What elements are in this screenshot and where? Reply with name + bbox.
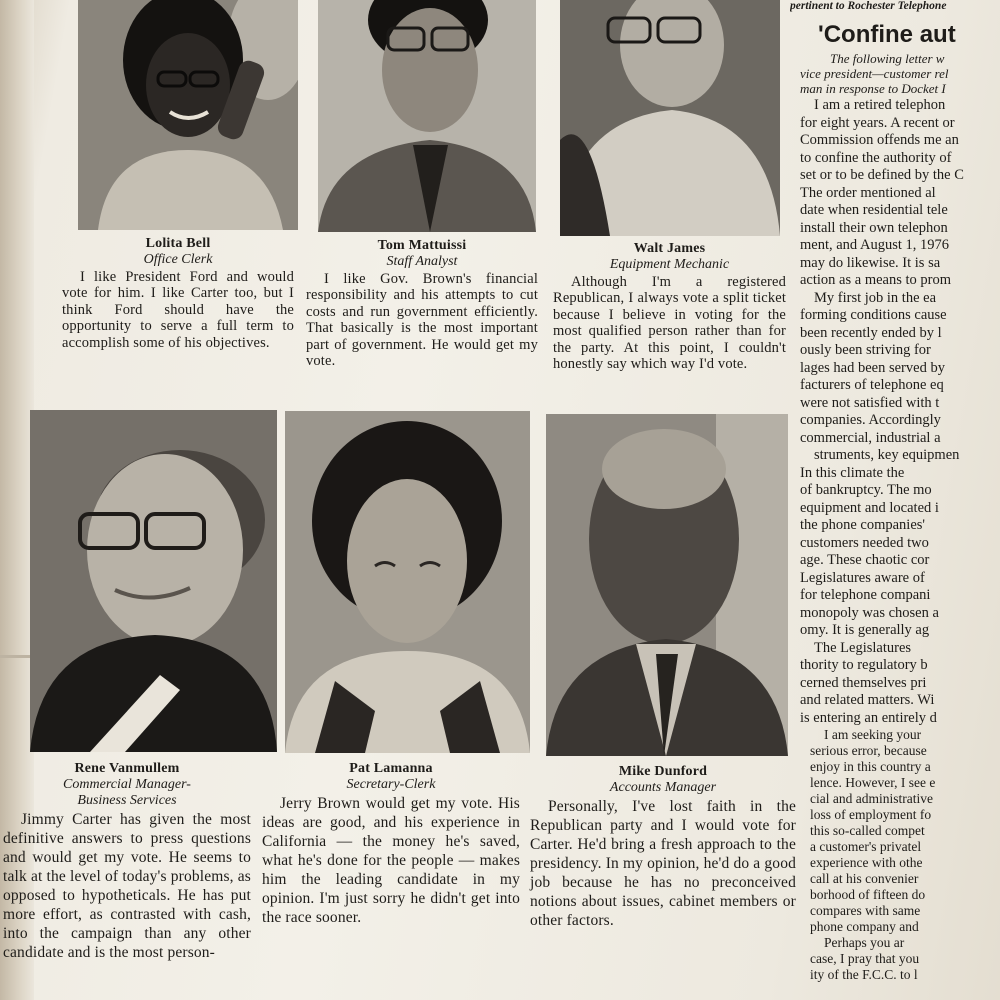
person-quote: I like President Ford and would vote for him. I like Carter too, but I think Ford should have the opportunity to serve a full term to accomplish some of his objectives. <box>62 269 294 351</box>
article-line: omy. It is generally ag <box>800 622 930 638</box>
person-title: Staff Analyst <box>386 254 458 269</box>
photo-pat-lamanna <box>285 411 530 753</box>
article-line: ment, and August 1, 1976 <box>800 237 950 253</box>
person-name: Lolita Bell <box>145 236 211 251</box>
article-line: a customer's privatel <box>810 839 922 854</box>
profile-caption <box>306 238 538 369</box>
article-line: Perhaps you ar <box>824 935 905 950</box>
article-intro <box>800 51 1000 96</box>
article-line: commercial, industrial a <box>800 429 941 446</box>
article-line: lages had been served by <box>800 359 945 376</box>
article-line: cial and administrative <box>810 791 933 806</box>
person-name: Mike Dunford <box>618 764 708 779</box>
article-line: set or to be defined by the C <box>800 167 964 183</box>
article-line: of bankruptcy. The mo <box>800 482 932 498</box>
person-name: Tom Mattuissi <box>377 238 467 253</box>
article-line: forming conditions cause <box>800 307 947 323</box>
article-line: cerned themselves pri <box>800 674 927 691</box>
article-line: I am seeking your <box>824 727 922 742</box>
article-line: were not satisfied with t <box>800 394 940 411</box>
article-line: customers needed two <box>800 534 929 551</box>
article-line: to confine the authority of <box>800 149 952 166</box>
person-quote: Jimmy Carter has given the most definitive answers to press questions and would get my vote. He seems to talk at the level of today's problems, as opposed to hypotheticals. He has put more effort, as contrasted with cash, into the campaign than any other candidate and is the most person- <box>3 811 251 961</box>
article-line: My first job in the ea <box>814 289 937 306</box>
letter-article-column <box>790 0 1000 1000</box>
article-line: phone company and <box>810 919 919 934</box>
intro-line: vice president—customer rel <box>800 66 949 81</box>
person-title: Equipment Mechanic <box>609 257 730 272</box>
article-line: companies. Accordingly <box>800 412 941 428</box>
article-line: case, I pray that you <box>810 951 920 966</box>
person-title: Commercial Manager- <box>63 777 191 792</box>
article-line: action as a means to prom <box>800 272 951 288</box>
article-line: compares with same <box>810 903 921 918</box>
article-line: Legislatures aware of <box>800 569 925 586</box>
profile-caption <box>553 241 786 372</box>
article-line: thority to regulatory b <box>800 657 928 673</box>
article-line: for eight years. A recent or <box>800 114 955 131</box>
article-line: struments, key equipmen <box>814 447 960 463</box>
photo-lolita-bell <box>78 0 298 230</box>
article-line: date when residential tele <box>800 202 948 218</box>
article-line: loss of employment fo <box>810 807 932 822</box>
profile-caption <box>262 761 520 927</box>
profile-caption <box>62 236 294 351</box>
person-title: Secretary-Clerk <box>346 777 436 792</box>
article-line: The Legislatures <box>814 639 912 656</box>
article-line: facturers of telephone eq <box>800 377 944 393</box>
photo-walt-james <box>560 0 780 236</box>
photo-tom-mattuissi <box>318 0 536 232</box>
profile-caption <box>530 764 796 930</box>
person-name: Rene Vanmullem <box>74 761 180 776</box>
person-title: Accounts Manager <box>609 780 717 795</box>
article-line: enjoy in this country a <box>810 759 931 774</box>
article-line: I am a retired telephon <box>814 97 946 113</box>
person-title: Office Clerk <box>143 252 213 267</box>
photo-mike-dunford <box>546 414 788 756</box>
article-line: the phone companies' <box>800 517 926 533</box>
person-title-line2: Business Services <box>77 793 177 808</box>
article-headline: 'Confine aut <box>818 21 956 48</box>
article-line: ity of the F.C.C. to l <box>810 967 918 982</box>
profile-caption <box>3 761 251 962</box>
article-line: ously been striving for <box>800 342 931 358</box>
article-line: for telephone compani <box>800 587 931 603</box>
person-quote: I like Gov. Brown's financial responsibility and his attempts to cut costs and run government efficiently. That basically is the most important part of government. He would get my vote. <box>306 271 538 370</box>
article-line: install their own telephon <box>800 219 948 236</box>
article-line: The order mentioned al <box>800 184 936 201</box>
column-top-line: pertinent to Rochester Telephone <box>790 0 947 12</box>
article-line: monopoly was chosen a <box>800 604 939 621</box>
person-quote: Personally, I've lost faith in the Republican party and I would vote for Carter. He'd bring a fresh approach to the presidency. In my opinion, he'd do a good job because he has no preconceived notions about issues, cabinet members or other factors. <box>530 798 796 929</box>
article-line: call at his convenier <box>810 871 919 886</box>
article-line: and related matters. Wi <box>800 692 935 708</box>
person-name: Pat Lamanna <box>349 761 433 776</box>
article-line: this so-called compet <box>810 823 925 838</box>
article-line: experience with othe <box>810 855 923 870</box>
person-quote: Jerry Brown would get my vote. His ideas are good, and his experience in California — the money he's saved, what he's done for the people — makes him the leading candidate in my opinion. I'm just sorry he didn't get into the race sooner. <box>262 795 520 926</box>
photo-rene-vanmullem <box>30 410 277 752</box>
article-body <box>800 97 1000 727</box>
article-line: may do likewise. It is sa <box>800 254 941 271</box>
article-line: age. These chaotic cor <box>800 552 930 568</box>
article-line: borhood of fifteen do <box>810 887 926 902</box>
intro-line: The following letter w <box>830 51 945 66</box>
article-line: Commission offends me an <box>800 132 959 148</box>
article-line: is entering an entirely d <box>800 709 937 726</box>
article-line: equipment and located i <box>800 499 939 516</box>
article-line: In this climate the <box>800 464 905 481</box>
intro-line: man in response to Docket I <box>800 81 946 96</box>
article-body-continued <box>810 727 1000 983</box>
article-line: been recently ended by l <box>800 324 942 341</box>
person-name: Walt James <box>633 241 706 256</box>
person-quote: Although I'm a registered Republican, I always vote a split ticket because I believe in voting for the most qualified person rather than for the party. At this point, I couldn't honestly say which way I'd vote. <box>553 274 786 373</box>
article-line: lence. However, I see e <box>810 775 936 790</box>
article-line: serious error, because <box>810 743 927 758</box>
